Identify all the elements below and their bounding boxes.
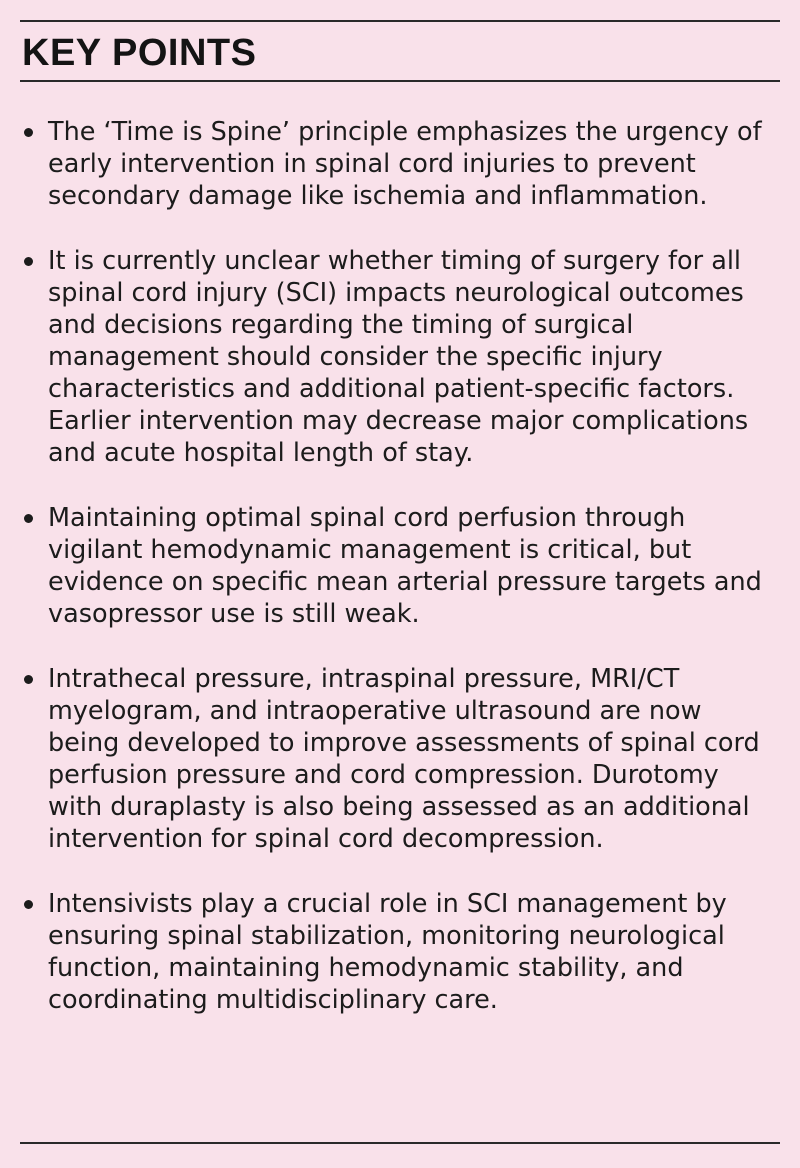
title-divider [20,80,780,82]
top-divider [20,20,780,22]
key-points-list [20,116,780,1016]
bullet-icon [24,514,33,523]
bullet-icon [24,128,33,137]
key-point-item [20,663,780,855]
key-point-text: Intensivists play a crucial role in SCI management by ensuring spinal stabilization, monitoring neurological function, maintaining hemodynamic stability, and coordinating multidisciplinary care. [48,889,727,1015]
key-point-text: It is currently unclear whether timing of surgery for all spinal cord injury (SCI) impacts neurological outcomes and decisions regarding the timing of surgical management should consider the specific injury characteristics and additional patient-specific factors. Earlier intervention may decrease major complications and acute hospital length of stay. [48,246,749,468]
key-point-text: The ‘Time is Spine’ principle emphasizes the urgency of early intervention in spinal cord injuries to prevent secondary damage like ischemia and inflammation. [48,117,762,211]
bullet-icon [24,900,33,909]
section-title: KEY POINTS [22,32,257,74]
key-point-item [20,116,780,212]
key-point-text: Intrathecal pressure, intraspinal pressure, MRI/CT myelogram, and intraoperative ultrasound are now being developed to improve assessments of spinal cord perfusion pressure and cord compression. Durotomy with duraplasty is also being assessed as an additional intervention for spinal cord decompression. [48,664,760,854]
bullet-icon [24,257,33,266]
bullet-icon [24,675,33,684]
key-points-box [20,20,780,1144]
key-point-item [20,245,780,469]
bottom-divider [20,1142,780,1144]
key-point-item [20,888,780,1016]
key-point-item [20,502,780,630]
key-point-text: Maintaining optimal spinal cord perfusion through vigilant hemodynamic management is critical, but evidence on specific mean arterial pressure targets and vasopressor use is still weak. [48,503,762,629]
